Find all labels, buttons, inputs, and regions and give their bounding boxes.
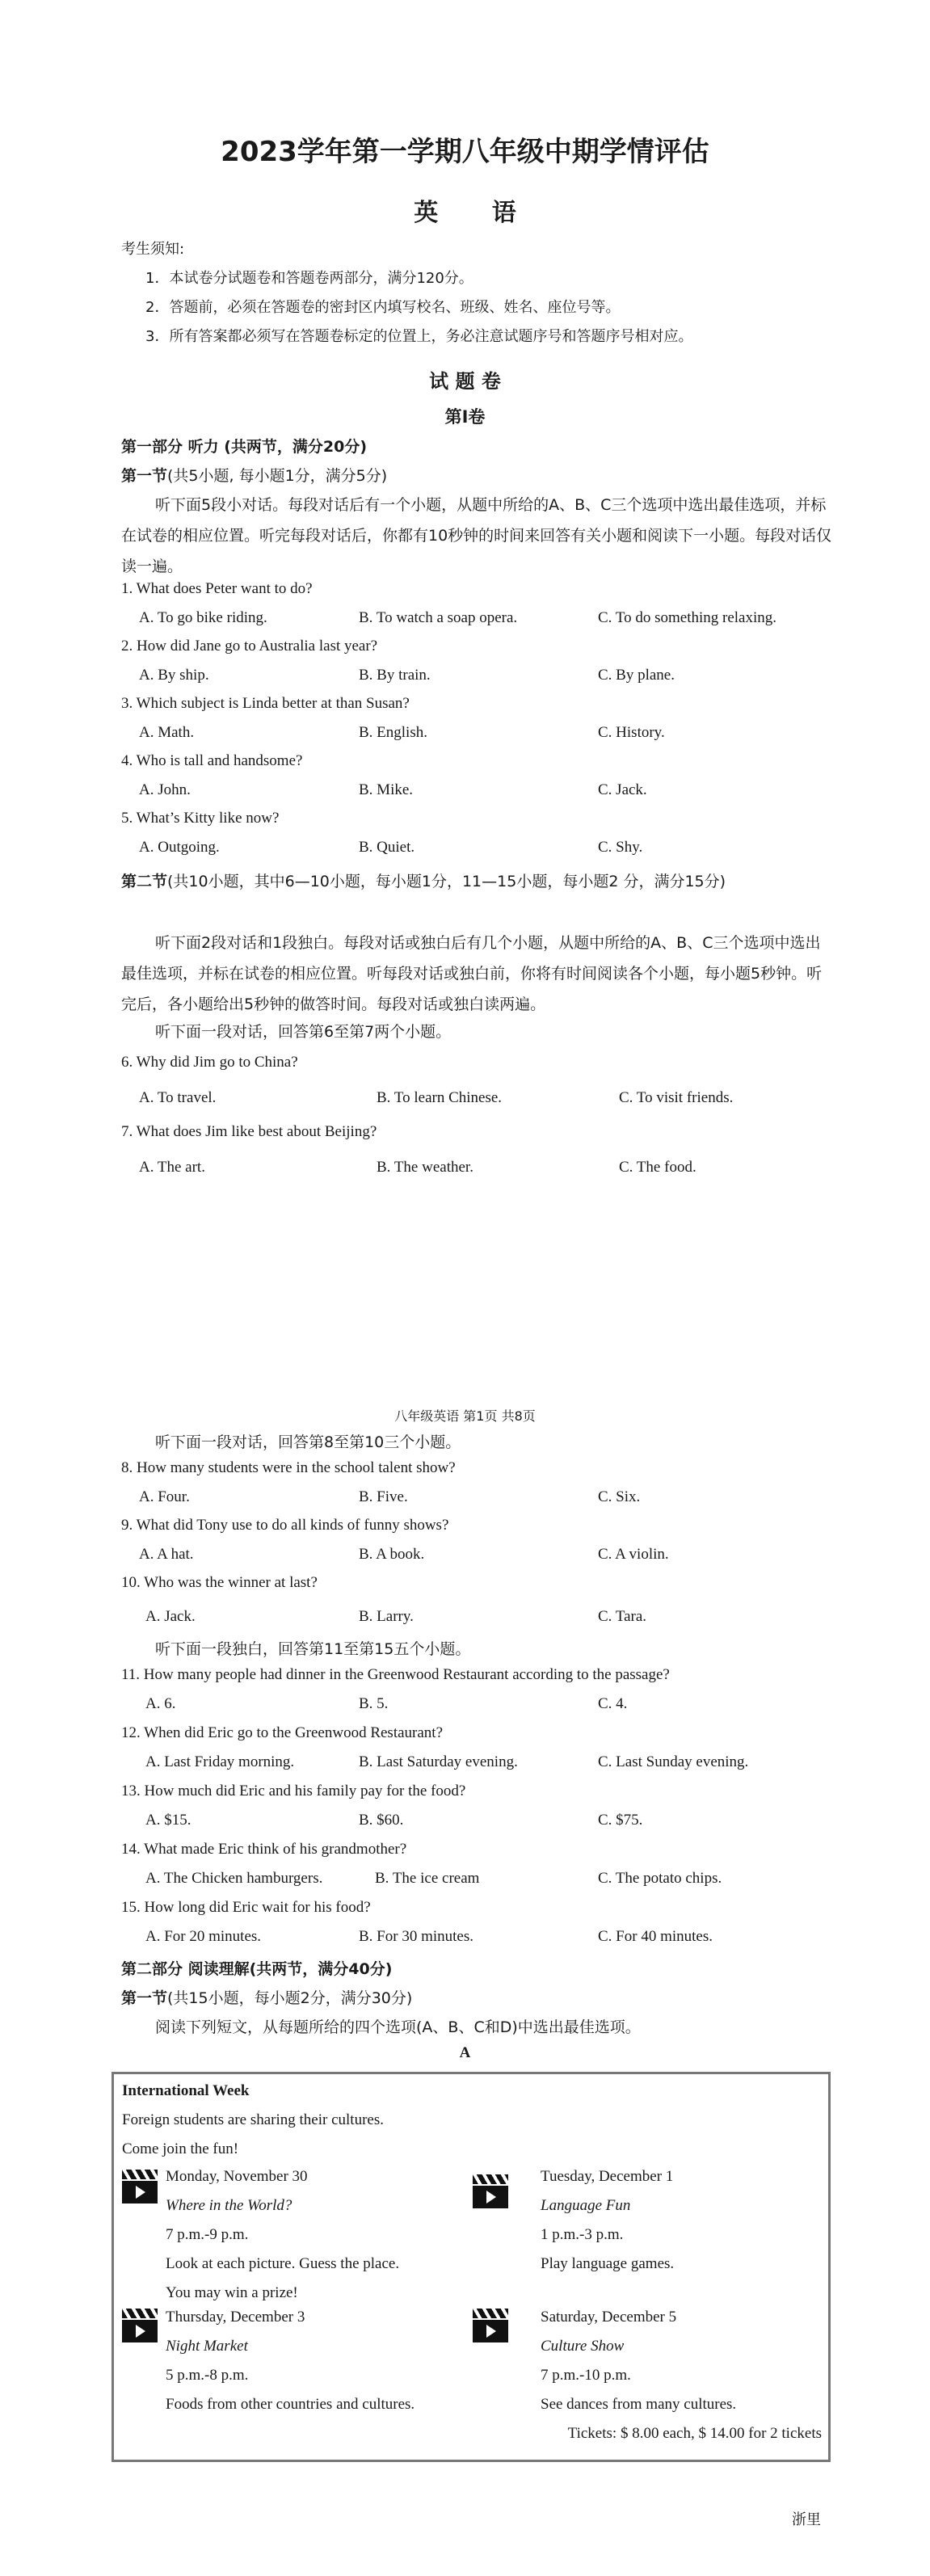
q13-option-c: C. $75. — [598, 1812, 643, 1829]
q2-option-c: C. By plane. — [598, 667, 675, 684]
event-3-desc1: Foods from other countries and cultures. — [166, 2396, 415, 2413]
question-14: 14. What made Eric think of his grandmother? — [121, 1841, 407, 1858]
part2-section1-bold: 第一节 — [121, 1989, 168, 2007]
q3-option-c: C. History. — [598, 724, 665, 741]
q14-option-a: A. The Chicken hamburgers. — [145, 1870, 323, 1887]
q15-option-b: B. For 30 minutes. — [359, 1928, 473, 1945]
section2-instructions: 听下面2段对话和1段独白。每段对话或独白后有几个小题，从题中所给的A、B、C三个选项中选出最佳选项，并标在试卷的相应位置。听每段对话或独白前，你将有时间阅读各个小题，每小题5秒钟。听完后，各小题给出5秒钟的做答时间。每段对话或独白读两遍。 — [121, 934, 823, 1013]
q14-option-c: C. The potato chips. — [598, 1870, 722, 1887]
volume-label: 第I卷 — [444, 407, 486, 427]
paper-label: 试 题 卷 — [429, 370, 501, 393]
event-2-name: Language Fun — [541, 2197, 631, 2214]
clapperboard-icon — [473, 2309, 508, 2342]
q8-option-b: B. Five. — [359, 1488, 408, 1505]
lead-q11-15: 听下面一段独白，回答第11至第15五个小题。 — [155, 1640, 471, 1658]
q9-option-c: C. A violin. — [598, 1546, 669, 1563]
box-title: International Week — [122, 2082, 250, 2099]
q12-option-a: A. Last Friday morning. — [145, 1753, 295, 1770]
notice-item-2: 2．答题前，必须在答题卷的密封区内填写校名、班级、姓名、座位号等。 — [145, 299, 621, 316]
q7-option-a: A. The art. — [139, 1159, 205, 1176]
event-2-date: Tuesday, December 1 — [541, 2168, 674, 2185]
q10-option-b: B. Larry. — [359, 1608, 414, 1625]
clapperboard-icon — [122, 2170, 158, 2203]
question-12: 12. When did Eric go to the Greenwood Restaurant? — [121, 1724, 444, 1741]
q9-option-b: B. A book. — [359, 1546, 425, 1563]
event-4-date: Saturday, December 5 — [541, 2309, 677, 2326]
event-3-time: 5 p.m.-8 p.m. — [166, 2367, 249, 2384]
question-5: 5. What’s Kitty like now? — [121, 810, 280, 827]
q15-option-a: A. For 20 minutes. — [145, 1928, 262, 1945]
page-footer: 八年级英语 第1页 共8页 — [394, 1408, 536, 1424]
q13-option-b: B. $60. — [359, 1812, 404, 1829]
q4-option-a: A. John. — [139, 781, 191, 798]
question-15: 15. How long did Eric wait for his food? — [121, 1899, 371, 1916]
q10-option-c: C. Tara. — [598, 1608, 647, 1625]
q4-option-b: B. Mike. — [359, 781, 414, 798]
question-1: 1. What does Peter want to do? — [121, 580, 313, 597]
q1-option-c: C. To do something relaxing. — [598, 609, 777, 626]
q7-option-c: C. The food. — [619, 1159, 696, 1176]
notice-item-1: 1．本试卷分试题卷和答题卷两部分，满分120分。 — [145, 270, 473, 287]
q10-option-a: A. Jack. — [145, 1608, 196, 1625]
lead-q6-7: 听下面一段对话，回答第6至第7两个小题。 — [155, 1023, 452, 1041]
question-10: 10. Who was the winner at last? — [121, 1574, 318, 1591]
section2-heading-bold: 第二节 — [121, 873, 168, 890]
event-1-name: Where in the World? — [166, 2197, 292, 2214]
question-3: 3. Which subject is Linda better at than Susan? — [121, 695, 410, 712]
event-3-name: Night Market — [166, 2338, 248, 2355]
q1-option-a: A. To go bike riding. — [139, 609, 267, 626]
q12-option-c: C. Last Sunday evening. — [598, 1753, 749, 1770]
q2-option-b: B. By train. — [359, 667, 431, 684]
event-4-name: Culture Show — [541, 2338, 625, 2355]
ticket-prices: Tickets: $ 8.00 each, $ 14.00 for 2 tickets — [567, 2425, 822, 2442]
q8-option-c: C. Six. — [598, 1488, 641, 1505]
part2-section1-rest: (共15小题，每小题2分，满分30分) — [167, 1989, 413, 2007]
q11-option-a: A. 6. — [145, 1695, 176, 1712]
part2-heading: 第二部分 阅读理解(共两节，满分40分) — [121, 1960, 393, 1978]
part2-instructions: 阅读下列短文，从每题所给的四个选项(A、B、C和D)中选出最佳选项。 — [155, 2018, 641, 2036]
event-2-desc1: Play language games. — [541, 2255, 675, 2272]
q3-option-b: B. English. — [359, 724, 427, 741]
question-2: 2. How did Jane go to Australia last year? — [121, 638, 378, 655]
question-9: 9. What did Tony use to do all kinds of funny shows? — [121, 1517, 449, 1534]
clapperboard-icon — [122, 2309, 158, 2342]
exam-title: 2023学年第一学期八年级中期学情评估 — [221, 136, 709, 168]
q5-option-a: A. Outgoing. — [139, 839, 220, 856]
q7-option-b: B. The weather. — [377, 1159, 473, 1176]
q6-option-a: A. To travel. — [139, 1089, 217, 1106]
q6-option-b: B. To learn Chinese. — [377, 1089, 503, 1106]
event-2-time: 1 p.m.-3 p.m. — [541, 2226, 624, 2243]
q8-option-a: A. Four. — [139, 1488, 190, 1505]
part1-heading: 第一部分 听力 (共两节，满分20分) — [121, 438, 368, 456]
section2-heading — [121, 866, 832, 897]
event-1-desc1: Look at each picture. Guess the place. — [166, 2255, 400, 2272]
notice-heading: 考生须知: — [121, 241, 185, 258]
corner-mark: 浙里 — [792, 2511, 821, 2528]
q11-option-c: C. 4. — [598, 1695, 628, 1712]
q6-option-c: C. To visit friends. — [619, 1089, 734, 1106]
clapperboard-icon — [473, 2174, 508, 2208]
box-line-1: Foreign students are sharing their cultures. — [122, 2111, 384, 2128]
box-line-2: Come join the fun! — [122, 2140, 239, 2157]
q14-option-b: B. The ice cream — [375, 1870, 480, 1887]
event-1-desc2: You may win a prize! — [166, 2284, 298, 2301]
q13-option-a: A. $15. — [145, 1812, 191, 1829]
event-4-time: 7 p.m.-10 p.m. — [541, 2367, 631, 2384]
section2-heading-rest: (共10小题，其中6—10小题，每小题1分，11—15小题，每小题2 分，满分15分) — [167, 873, 726, 890]
q11-option-b: B. 5. — [359, 1695, 389, 1712]
notice-item-3: 3．所有答案都必须写在答题卷标定的位置上，务必注意试题序号和答题序号相对应。 — [145, 328, 693, 345]
question-8: 8. How many students were in the school talent show? — [121, 1459, 456, 1476]
q9-option-a: A. A hat. — [139, 1546, 194, 1563]
question-4: 4. Who is tall and handsome? — [121, 752, 303, 769]
subject-title: 英 语 — [414, 199, 539, 227]
q5-option-c: C. Shy. — [598, 839, 643, 856]
question-7: 7. What does Jim like best about Beijing? — [121, 1123, 377, 1140]
question-11: 11. How many people had dinner in the Greenwood Restaurant according to the passage? — [121, 1666, 670, 1683]
section1-heading-bold: 第一节 — [121, 467, 168, 485]
event-1-date: Monday, November 30 — [166, 2168, 308, 2185]
passage-label: A — [459, 2044, 471, 2061]
section1-heading-rest: (共5小题, 每小题1分，满分5分) — [167, 467, 388, 485]
section1-heading — [121, 464, 387, 486]
event-1-time: 7 p.m.-9 p.m. — [166, 2226, 249, 2243]
section1-instructions: 听下面5段小对话。每段对话后有一个小题，从题中所给的A、B、C三个选项中选出最佳选项，并标在试卷的相应位置。听完每段对话后，你都有10秒钟的时间来回答有关小题和阅读下一小题。每段对话仅读一遍。 — [121, 496, 832, 575]
q2-option-a: A. By ship. — [139, 667, 209, 684]
q3-option-a: A. Math. — [139, 724, 195, 741]
q15-option-c: C. For 40 minutes. — [598, 1928, 713, 1945]
question-6: 6. Why did Jim go to China? — [121, 1054, 298, 1071]
part2-section1-heading — [121, 1986, 412, 2008]
event-3-date: Thursday, December 3 — [166, 2309, 305, 2326]
q1-option-b: B. To watch a soap opera. — [359, 609, 518, 626]
q12-option-b: B. Last Saturday evening. — [359, 1753, 518, 1770]
q4-option-c: C. Jack. — [598, 781, 647, 798]
question-13: 13. How much did Eric and his family pay for the food? — [121, 1783, 466, 1799]
q5-option-b: B. Quiet. — [359, 839, 415, 856]
lead-q8-10: 听下面一段对话，回答第8至第10三个小题。 — [155, 1433, 461, 1451]
event-4-desc1: See dances from many cultures. — [541, 2396, 737, 2413]
notice-box — [112, 2072, 831, 2462]
